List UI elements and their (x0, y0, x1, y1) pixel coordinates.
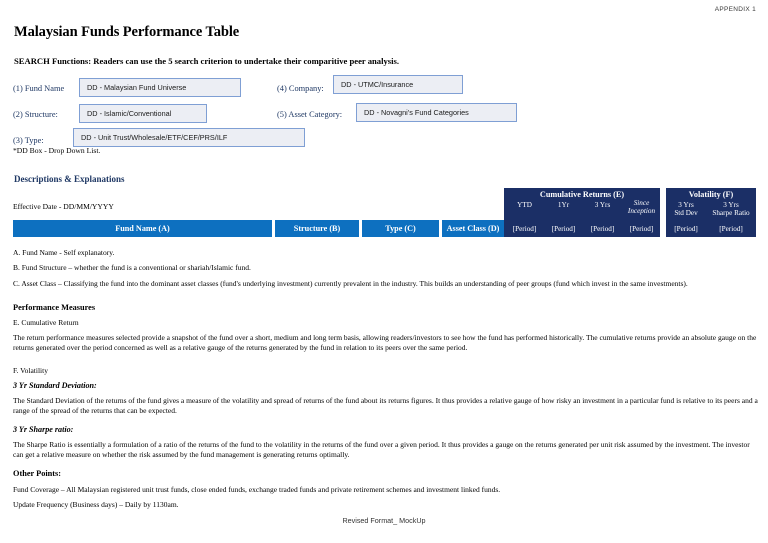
period-std-dev: [Period] (674, 225, 698, 233)
table-group-volatility (666, 188, 756, 237)
appendix-label: APPENDIX 1 (714, 6, 756, 13)
paragraph-sharpe-ratio: The Sharpe Ratio is essentially a formulation of a ratio of the returns of the fund to the volatility in the returns of the fund over a given period. It thus provides a gauge on the returns generated per unit risk assumed by the investment. The investor can get a relative measure on whether the risk assumed by the fund management is generating returns optimally. (13, 440, 750, 460)
subheader-3yrs[interactable]: 3 Yrs (594, 201, 611, 209)
subheader-since-inception-line1: Since (633, 199, 650, 207)
subheader-1yr[interactable]: 1Yr (557, 201, 570, 209)
heading-performance-measures: Performance Measures (13, 303, 96, 312)
paragraph-update-frequency: Update Frequency (Business days) – Daily by 1130am. (13, 500, 179, 509)
group-title-cumulative-returns: Cumulative Returns (E) (539, 190, 625, 199)
paragraph-standard-deviation: The Standard Deviation of the returns of the fund gives a measure of the volatility and spread of returns of the fund about its returns figures. It thus provides a relative gauge of how risky an investment in a particular fund is relative to its peers and a range of the spread of the returns that can be expected. (13, 396, 758, 416)
heading-other-points: Other Points: (13, 469, 62, 478)
dropdown-structure[interactable]: DD - Islamic/Conventional (79, 104, 207, 123)
paragraph-asset-class: C. Asset Class – Classifying the fund into the dominant asset classes (fund's underlying investment) currently prevalent in the industry. This builds an understanding of peer groups (fund which invest in the same investments). (13, 279, 688, 288)
paragraph-volatility-label: F. Volatility (13, 366, 48, 375)
subheader-3yr-std-dev[interactable] (667, 201, 705, 217)
dropdown-company[interactable]: DD - UTMC/Insurance (333, 75, 463, 94)
field-label-fund-name: (1) Fund Name (13, 84, 65, 93)
table-header-asset-class[interactable]: Asset Class (D) (442, 220, 504, 237)
subheader-3yr-sharpe-line1: 3 Yrs (723, 201, 739, 209)
subheader-3yr-std-dev-line2: Std Dev (674, 209, 698, 218)
table-header-fund-name[interactable]: Fund Name (A) (13, 220, 272, 237)
footer-text: Revised Format_ MockUp (342, 516, 426, 525)
subheader-ytd[interactable]: YTD (517, 201, 532, 209)
subheader-since-inception-line2: Inception (627, 207, 656, 216)
heading-3yr-standard-deviation: 3 Yr Standard Deviation: (13, 381, 97, 390)
field-label-type: (3) Type: (13, 136, 44, 145)
group-title-volatility: Volatility (F) (688, 190, 734, 199)
effective-date: Effective Date - DD/MM/YYYY (13, 202, 114, 211)
paragraph-fund-coverage: Fund Coverage – All Malaysian registered unit trust funds, close ended funds, exchange traded funds and private retirement schemes and investment linked funds. (13, 485, 501, 494)
field-label-company: (4) Company: (277, 84, 324, 93)
period-since-inception: [Period] (629, 225, 654, 233)
heading-3yr-sharpe-ratio: 3 Yr Sharpe ratio: (13, 425, 74, 434)
paragraph-fund-structure: B. Fund Structure – whether the fund is a conventional or shariah/Islamic fund. (13, 263, 251, 272)
paragraph-fund-name: A. Fund Name - Self explanatory. (13, 248, 115, 257)
period-3yrs: [Period] (590, 225, 615, 233)
paragraph-cumulative-return-body: The return performance measures selected provide a snapshot of the fund over a short, medium and long term basis, allowing readers/investors to see how the fund has performed historically. The cumulative returns provide an absolute gauge on the returns generated over the period concerned as well as a relative gauge of the returns generated by the fund in relation to its peers over the same period. (13, 333, 757, 353)
period-ytd: [Period] (512, 225, 537, 233)
dropdown-type[interactable]: DD - Unit Trust/Wholesale/ETF/CEF/PRS/ILF (73, 128, 305, 147)
table-group-cumulative-returns (504, 188, 660, 237)
dropdown-note: *DD Box - Drop Down List. (13, 146, 101, 155)
period-sharpe-ratio: [Period] (719, 225, 743, 233)
period-1yr: [Period] (551, 225, 576, 233)
subheader-3yr-sharpe-line2: Sharpe Ratio (712, 209, 750, 218)
dropdown-fund-name[interactable]: DD - Malaysian Fund Universe (79, 78, 241, 97)
subheader-3yr-std-dev-line1: 3 Yrs (678, 201, 694, 209)
table-header-structure[interactable]: Structure (B) (275, 220, 359, 237)
search-functions-description: SEARCH Functions: Readers can use the 5 search criterion to undertake their comparitive peer analysis. (14, 56, 400, 66)
subheader-since-inception[interactable] (622, 199, 661, 215)
subheader-3yr-sharpe-ratio[interactable] (705, 201, 757, 217)
descriptions-heading: Descriptions & Explanations (14, 174, 125, 184)
dropdown-asset-category[interactable]: DD - Novagni's Fund Categories (356, 103, 517, 122)
table-header-type[interactable]: Type (C) (362, 220, 439, 237)
field-label-asset-category: (5) Asset Category: (277, 110, 343, 119)
field-label-structure: (2) Structure: (13, 110, 58, 119)
paragraph-cumulative-return-label: E. Cumulative Return (13, 318, 79, 327)
page-title: Malaysian Funds Performance Table (14, 24, 240, 40)
